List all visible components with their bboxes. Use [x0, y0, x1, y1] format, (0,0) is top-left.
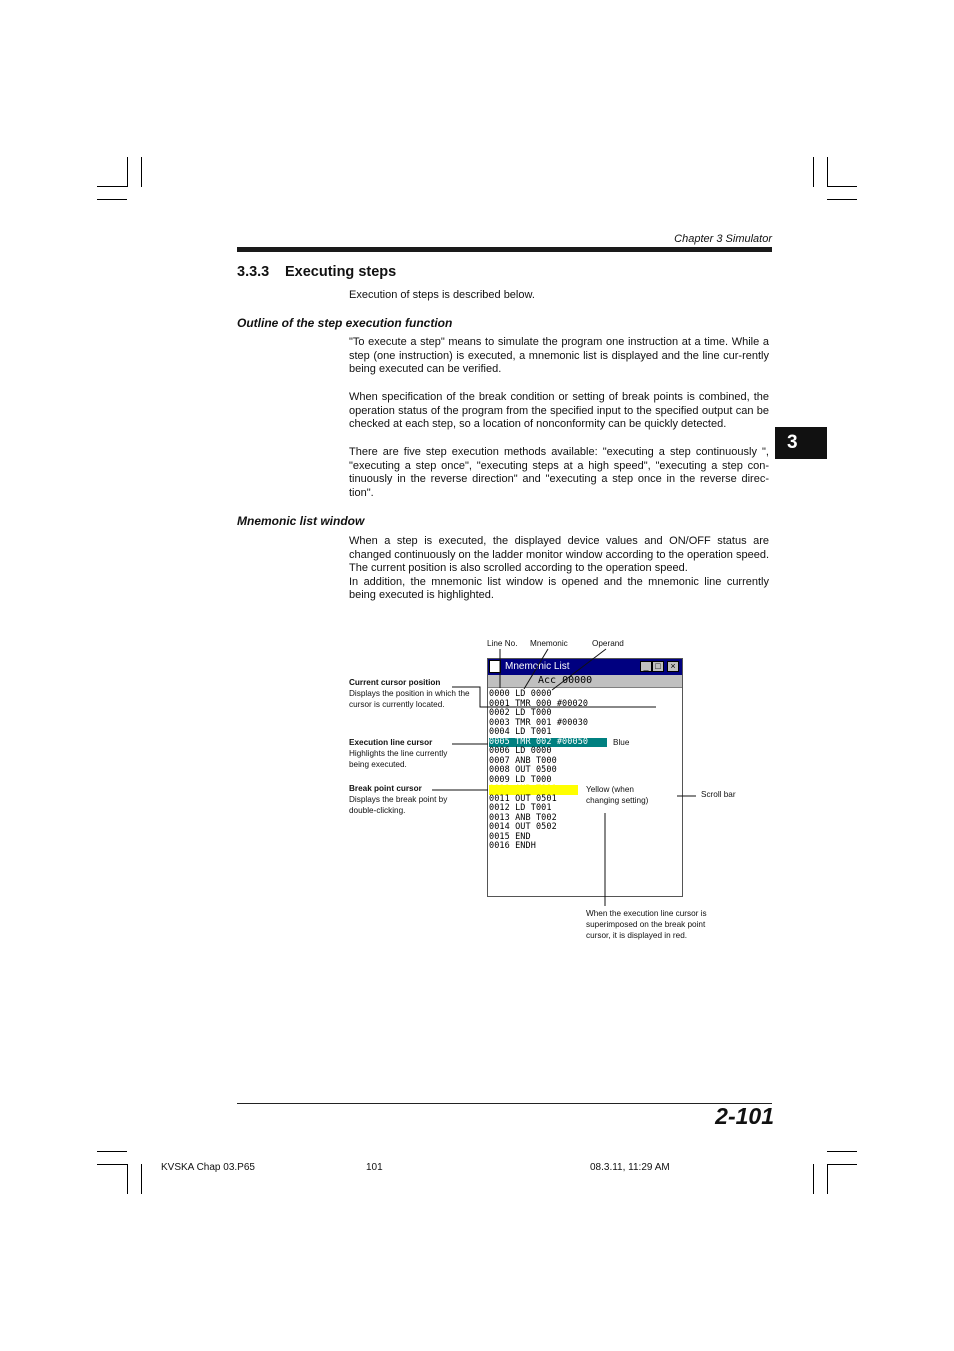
break-cursor-desc: Displays the break point by double-clicking.: [349, 794, 448, 815]
footer-rule: [237, 1103, 772, 1104]
section-number: 3.3.3: [237, 264, 270, 280]
outline-title: Outline of the step execution function: [237, 316, 453, 330]
mnemonic-line[interactable]: 0001 TMR 000 #00020: [489, 698, 589, 709]
mnemonic-line[interactable]: 0003 TMR 001 #00030: [489, 717, 589, 728]
section-title-text: Executing steps: [285, 264, 397, 280]
label-operand: Operand: [592, 639, 624, 648]
mnemonic-line[interactable]: 0007 ANB T000: [489, 755, 557, 766]
execution-line[interactable]: 0005 TMR 002 #00050: [489, 738, 607, 748]
current-cursor-desc: Displays the position in which the cursor is currently located.: [349, 688, 470, 709]
chapter-header: Chapter 3 Simulator: [674, 233, 772, 245]
mnemonic-line[interactable]: 0004 LD T001: [489, 727, 552, 737]
page-number: 2-101: [715, 1103, 774, 1129]
break-cursor-title: Break point cursor: [349, 784, 422, 793]
exec-cursor-desc: Highlights the line currently being executed.: [349, 748, 448, 769]
outline-paragraph-2: When specification of the break condition or setting of break points is combined, the operation status of the program from the specified input to the specified output can be checked at each step, so a location of nonconformity can be quickly detected.: [349, 391, 769, 431]
mnemonic-line[interactable]: 0012 LD T001: [489, 803, 552, 813]
label-mnemonic: Mnemonic: [530, 639, 568, 648]
maximize-button[interactable]: □: [652, 661, 664, 672]
minimize-button[interactable]: _: [640, 661, 652, 672]
break-point-line[interactable]: 0010 ANB T001: [489, 785, 578, 795]
label-blue: Blue: [613, 738, 630, 747]
mnemonic-line[interactable]: 0014 OUT 0502: [489, 822, 557, 832]
chapter-tab: 3: [775, 427, 827, 459]
mnemonic-line[interactable]: 0015 END: [489, 831, 531, 842]
mnemonic-line[interactable]: 0008 OUT 0500: [489, 765, 557, 775]
mnemonic-line[interactable]: 0016 ENDH: [489, 841, 536, 851]
mnemonic-line[interactable]: 0002 LD T000: [489, 708, 552, 718]
current-cursor-title: Current cursor position: [349, 678, 441, 687]
red-note: When the execution line cursor is superimposed on the break point cursor, it is displayed in red.: [586, 909, 707, 940]
mnemonic-line[interactable]: 0006 LD 0000: [489, 746, 552, 756]
label-line-no: Line No.: [487, 639, 518, 648]
outline-paragraph-1: "To execute a step" means to simulate the program one instruction at a time. While a step (one instruction) is executed, a mnemonic list is displayed and the line cur-rently being executed can be verified.: [349, 336, 769, 376]
section-intro: Execution of steps is described below.: [349, 289, 535, 301]
outline-paragraph-3: There are five step execution methods available: "executing a step continuously ", "executing a step once", "executing steps at a high speed", "executing a step con-tinuously in the reverse direction" and "executing a step once in the reverse direc-tion".: [349, 446, 769, 499]
mnemonic-section-title: Mnemonic list window: [237, 514, 365, 528]
window-title: Mnemonic List: [505, 661, 570, 672]
mnemonic-line[interactable]: 0011 OUT 0501: [489, 793, 557, 804]
label-scroll-bar: Scroll bar: [701, 790, 736, 799]
footer-timestamp: 08.3.11, 11:29 AM: [590, 1162, 670, 1173]
exec-cursor-title: Execution line cursor: [349, 738, 433, 747]
mnemonic-line[interactable]: 0000 LD 0000: [489, 689, 552, 699]
footer-file: KVSKA Chap 03.P65: [161, 1162, 255, 1173]
accumulator-readout: Acc 00000: [538, 675, 593, 686]
close-button[interactable]: ×: [667, 661, 679, 672]
mnemonic-line[interactable]: 0009 LD T000: [489, 774, 552, 785]
mnemonic-line[interactable]: 0013 ANB T002: [489, 812, 557, 823]
footer-page: 101: [366, 1162, 383, 1173]
label-yellow: Yellow (when changing setting): [586, 785, 649, 805]
mnemonic-section-paragraph: When a step is executed, the displayed device values and ON/OFF status are changed continuously on the ladder monitor window according to the operation speed. The current position is also scrolled according to the operation speed. In addition, the mnemonic list window is opened and the mnemonic line currently being executed is highlighted.: [349, 535, 769, 602]
